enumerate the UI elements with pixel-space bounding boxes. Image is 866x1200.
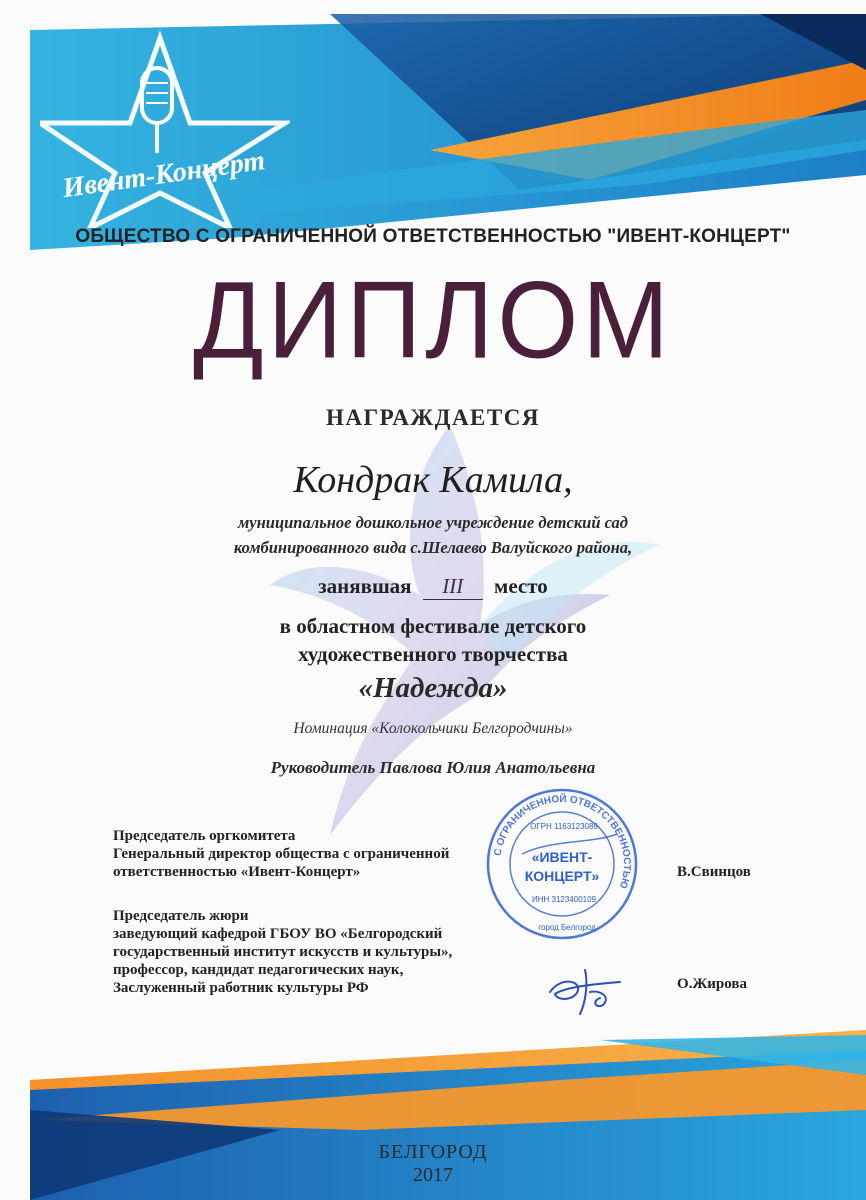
stamp-ring-text: С ОГРАНИЧЕННОЙ ОТВЕТСТВЕННОСТЬЮ <box>492 793 633 890</box>
footer-year: 2017 <box>413 1164 453 1186</box>
signatory-1-line: ответственностью «Ивент-Концерт» <box>113 864 361 880</box>
place-value: III <box>423 574 483 600</box>
signatory-1-line: Генеральный директор общества с ограниченной <box>113 846 450 862</box>
institution-line-1: муниципальное дошкольное учреждение детский сад <box>237 513 628 532</box>
signatory-2-line: заведующий кафедрой ГБОУ ВО «Белгородский <box>113 926 443 942</box>
official-stamp <box>482 784 642 944</box>
signature-scribble <box>540 962 630 1017</box>
recipient-name: Кондрак Камила, <box>293 459 573 501</box>
stamp-center-2: КОНЦЕРТ» <box>524 868 600 884</box>
signatory-1-title <box>113 827 449 881</box>
nomination: Номинация «Колокольчики Белгородчины» <box>293 720 573 737</box>
stamp-inn: ИНН 3123400109 <box>531 895 597 904</box>
signatory-2-line: государственный институт искусств и культуры», <box>113 944 453 960</box>
logo-text: Ивент-Концерт <box>60 145 267 205</box>
signatory-2-name: О.Жирова <box>677 976 747 992</box>
festival-line-1: в областном фестивале детского <box>279 614 587 638</box>
leader: Руководитель Павлова Юлия Анатольевна <box>270 758 596 777</box>
footer-city: БЕЛГОРОД <box>378 1141 488 1163</box>
place-suffix: место <box>494 574 548 598</box>
stamp-center-1: «ИВЕНТ- <box>531 849 593 865</box>
awarded-label: НАГРАЖДАЕТСЯ <box>326 405 540 430</box>
signatory-1-name: В.Свинцов <box>677 864 751 880</box>
place-line <box>0 574 866 600</box>
institution-line-2: комбинированного вида с.Шелаево Валуйского района, <box>233 538 633 557</box>
logo <box>40 28 290 228</box>
stamp-ogrn: ОГРН 1163123089 <box>530 822 598 831</box>
place-prefix: занявшая <box>318 574 412 598</box>
stamp-city: город Белгород <box>538 923 596 932</box>
signatory-2-line: Председатель жюри <box>113 908 249 924</box>
festival-line-2: художественного творчества <box>298 642 568 666</box>
signatory-2-line: профессор, кандидат педагогических наук, <box>113 962 404 978</box>
diploma-title: ДИПЛОМ <box>193 260 673 382</box>
organization-name: ОБЩЕСТВО С ОГРАНИЧЕННОЙ ОТВЕТСТВЕННОСТЬЮ "ИВЕНТ-КОНЦЕРТ" <box>75 226 791 247</box>
signatory-2-title <box>113 907 452 997</box>
signatory-2-line: Заслуженный работник культуры РФ <box>113 980 369 996</box>
signatory-1-line: Председатель оргкомитета <box>113 828 296 844</box>
festival-name: «Надежда» <box>358 672 508 704</box>
